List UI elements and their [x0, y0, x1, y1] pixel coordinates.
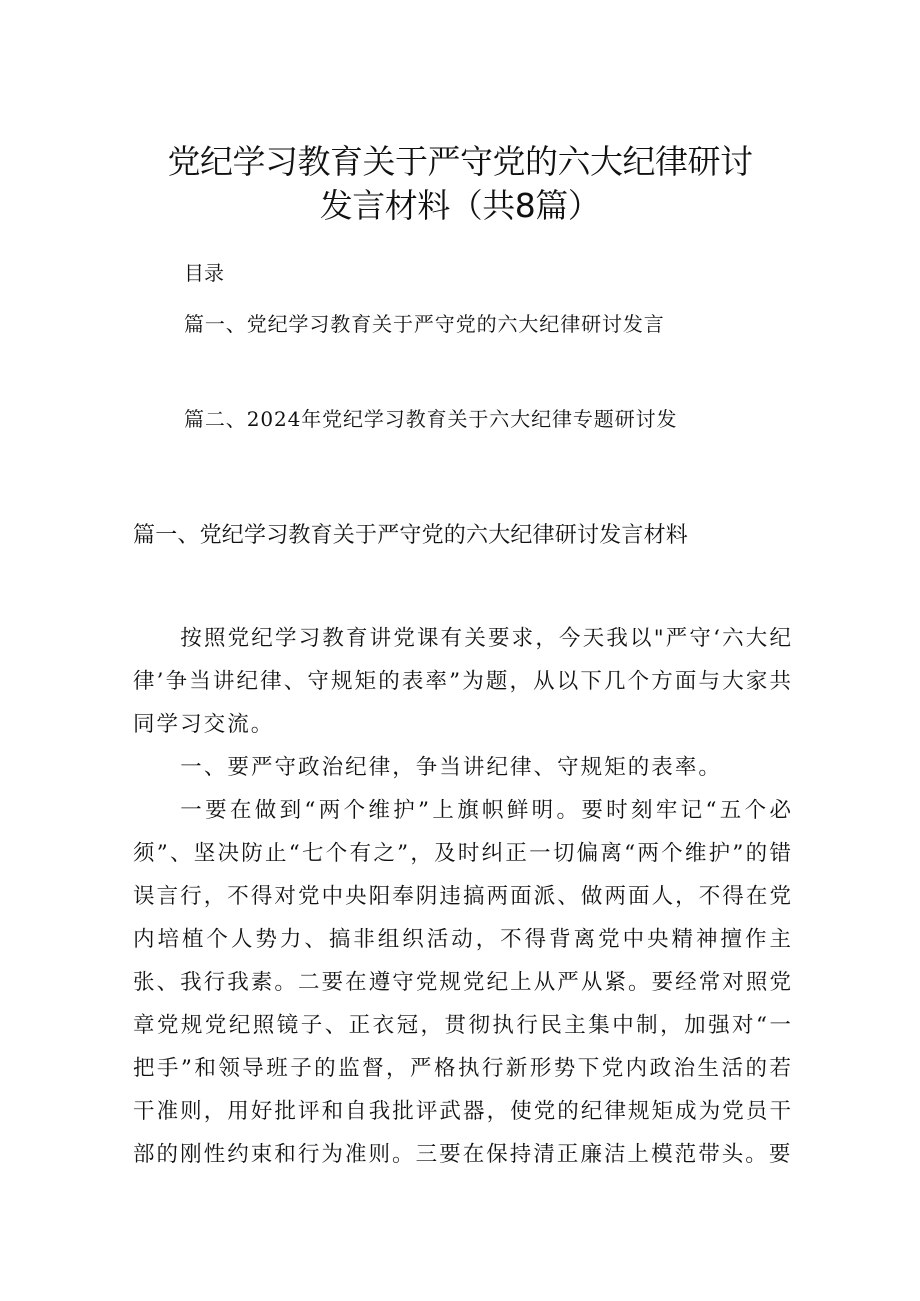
body-paragraph: 一要在做到“两个维护”上旗帜鲜明。要时刻牢记“五个必须”、坚决防止“七个有之”，及时纠正一切偏离“两个维护”的错误言行，不得对党中央阳奉阴违搞两面派、做两面人，不得在党内培植个人势力、搞非组织活动，不得背离党中央精神擅作主张、我行我素。二要在遵守党规党纪上从严从紧。要经常对照党章党规党纪照镜子、正衣冠，贯彻执行民主集中制，加强对“一把手”和领导班子的监督，严格执行新形势下党内政治生活的若干准则，用好批评和自我批评武器，使党的纪律规矩成为党员干部的刚性约束和行为准则。三要在保持清正廉洁上模范带头。要 — [133, 798, 793, 1167]
section-heading: 篇一、党纪学习教育关于严守党的六大纪律研讨发言材料 — [133, 523, 689, 548]
body-paragraph: 一、要严守政治纪律，争当讲纪律、守规矩的表率。 — [180, 755, 722, 780]
toc-heading: 目录 — [184, 261, 224, 285]
body-paragraph: 按照党纪学习教育讲党课有关要求，今天我以"严守‘六大纪律’争当讲纪律、守规矩的表率”为题，从以下几个方面与大家共同学习交流。 — [133, 626, 793, 737]
toc-item: 篇一、党纪学习教育关于严守党的六大纪律研讨发言 — [184, 312, 665, 336]
document-title-line-2: 发言材料（共8篇） — [319, 186, 601, 225]
document-title-line-1: 党纪学习教育关于严守党的六大纪律研讨 — [167, 142, 753, 181]
toc-item: 篇二、2024年党纪学习教育关于六大纪律专题研讨发 — [184, 407, 678, 431]
